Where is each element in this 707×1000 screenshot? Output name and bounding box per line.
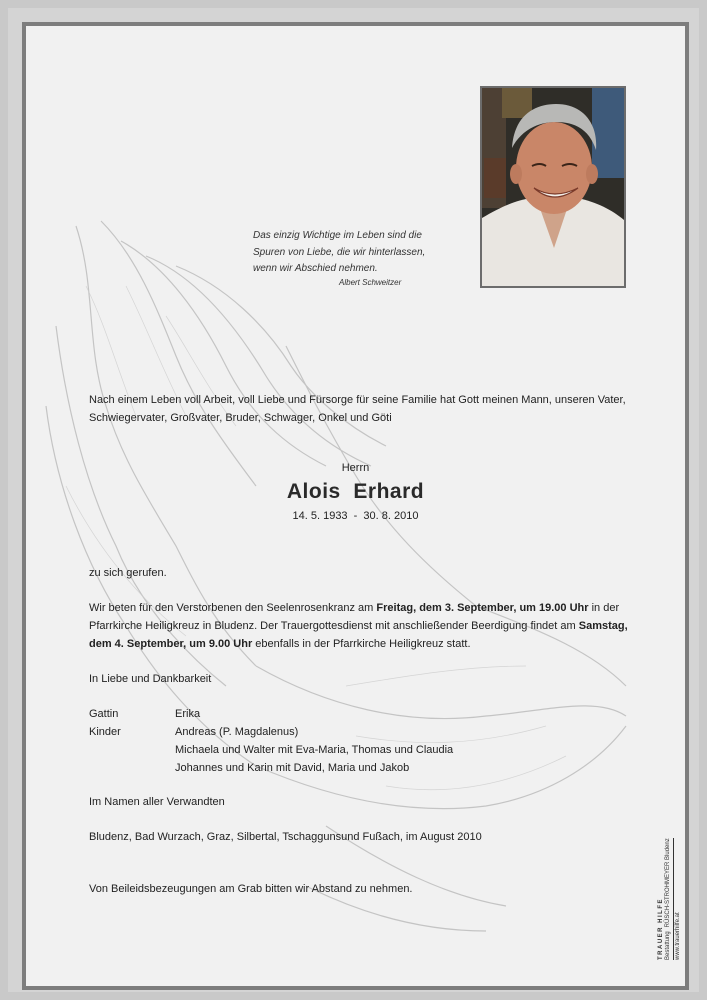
service-text-part: ebenfalls in der Pfarrkirche Heiligkreuz statt. xyxy=(252,638,471,650)
rosary-date: Freitag, dem 3. September, um 19.00 Uhr xyxy=(376,602,589,614)
service-text-part: Wir beten für den Verstorbenen den Seelenrosenkranz am xyxy=(89,602,377,614)
family-member: Johannes und Karin mit David, Maria und Jakob xyxy=(175,762,410,774)
life-dates: 14. 5. 1933 - 30. 8. 2010 xyxy=(292,510,419,522)
family-member: Michaela und Walter mit Eva-Maria, Thomas und Claudia xyxy=(175,744,454,756)
quote xyxy=(253,228,463,278)
quote-line: wenn wir Abschied nehmen. xyxy=(253,263,378,274)
family-row-gattin xyxy=(89,705,200,723)
called-text: zu sich gerufen. xyxy=(89,567,167,579)
family-label: Kinder xyxy=(89,726,121,738)
signature-web: www.trauerhilfe.at xyxy=(675,912,681,960)
signature-row xyxy=(665,838,672,960)
closing-text: In Liebe und Dankbarkeit xyxy=(89,673,212,685)
signature-divider xyxy=(673,838,674,960)
signature-brand: TRAUER HILFE xyxy=(658,898,664,960)
page-background xyxy=(8,8,699,992)
family-row-kinder xyxy=(89,723,298,741)
condolence-request: Von Beileidsbezeugungen am Grab bitten wir Abstand zu nehmen. xyxy=(89,883,413,895)
funeral-date: Samstag, dem 4. September, um 9.00 Uhr xyxy=(89,620,628,650)
service-text-part: in der Pfarrkirche Heiligkreuz in Bludenz. Der Trauergottesdienst mit anschließender Beerdigung findet am xyxy=(89,602,620,632)
portrait-photo xyxy=(480,86,626,288)
quote-author: Albert Schweitzer xyxy=(339,278,402,287)
quote-line: Das einzig Wichtige im Leben sind die xyxy=(253,230,422,241)
obituary-card xyxy=(22,22,689,990)
deceased-name: Alois Erhard xyxy=(286,480,425,503)
service-text xyxy=(89,599,634,653)
quote-line: Spuren von Liebe, die wir hinterlassen, xyxy=(253,246,426,258)
family-label: Gattin xyxy=(89,708,119,720)
intro-text: Nach einem Leben voll Arbeit, voll Liebe und Fürsorge für seine Familie hat Gott meinen Mann, unseren Vater, Schwiegervater, Großvater, Bruder, Schwager, Onkel und Göti xyxy=(89,394,626,424)
signature-company: RÜSCH-STROHMEYER Bludenz xyxy=(665,838,671,928)
signature-sub: Bestattung xyxy=(665,931,671,960)
funeral-home-signature xyxy=(658,838,682,960)
family-member: Andreas (P. Magdalenus) xyxy=(175,726,299,738)
salutation: Herrn xyxy=(341,462,370,474)
family-member: Erika xyxy=(175,708,201,720)
places-text: Bludenz, Bad Wurzach, Graz, Silbertal, Tschaggunsund Fußach, im August 2010 xyxy=(89,831,482,843)
relatives-text: Im Namen aller Verwandten xyxy=(89,796,225,808)
